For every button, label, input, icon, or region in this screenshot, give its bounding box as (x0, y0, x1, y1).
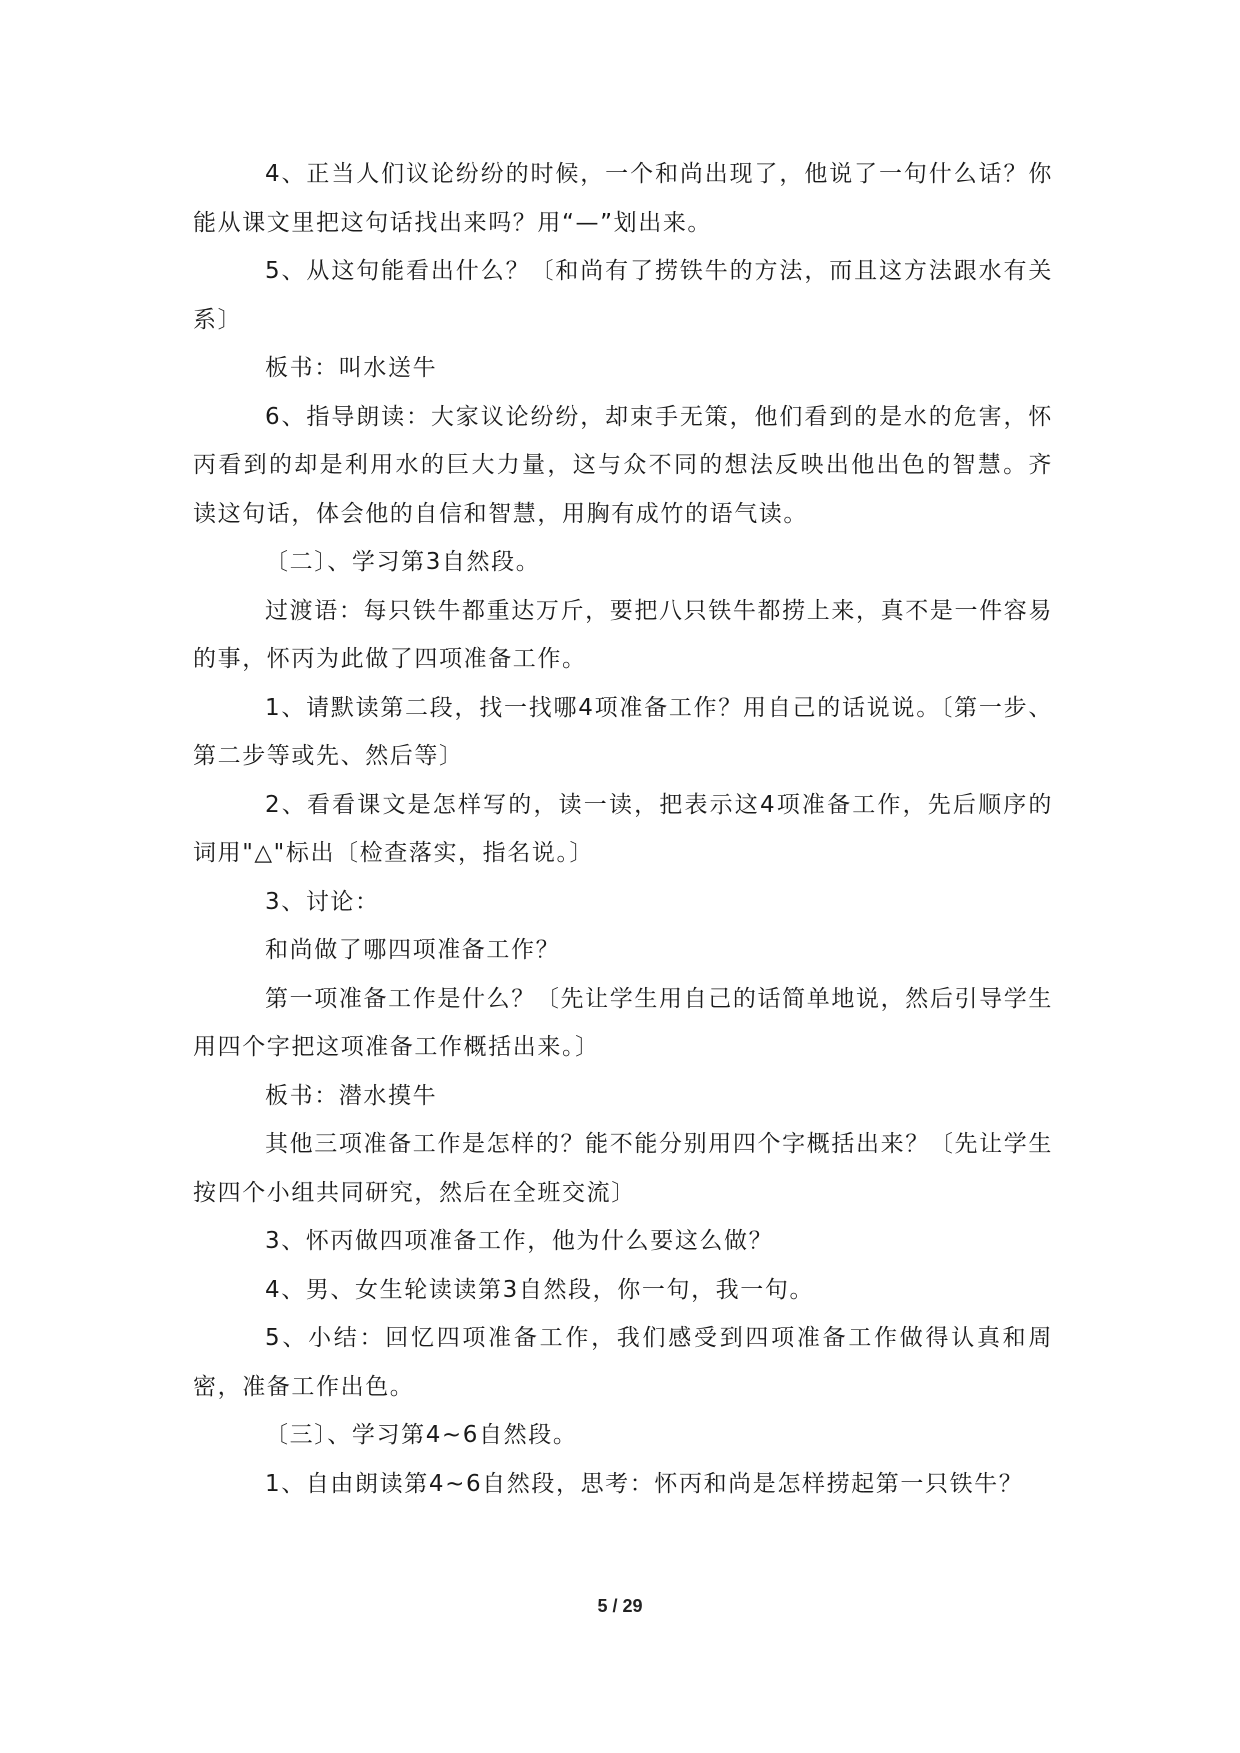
paragraph-15: 4、男、女生轮读读第3自然段，你一句，我一句。 (265, 1276, 815, 1303)
paragraph-5: 〔二〕、学习第3自然段。 (265, 549, 541, 575)
paragraph-7: 1、请默读第二段，找一找哪4项准备工作？用自己的话说说。〔第一步、第二步等或先、然后等〕 (193, 694, 1053, 769)
paragraph-18: 1、自由朗读第4~6自然段，思考：怀丙和尚是怎样捞起第一只铁牛？ (265, 1470, 1024, 1497)
document-body (193, 150, 1053, 1508)
paragraph-8: 2、看看课文是怎样写的，读一读，把表示这4项准备工作，先后顺序的词用"△"标出〔检查落实，指名说。〕 (193, 791, 1053, 866)
paragraph-17: 〔三〕、学习第4~6自然段。 (265, 1422, 578, 1448)
paragraph-12: 板书：潜水摸牛 (265, 1082, 438, 1109)
paragraph-1: 4、正当人们议论纷纷的时候，一个和尚出现了，他说了一句什么话？你能从课文里把这句话找出来吗？用“—”划出来。 (193, 161, 1053, 236)
paragraph-10: 和尚做了哪四项准备工作？ (265, 937, 561, 963)
paragraph-11: 第一项准备工作是什么？〔先让学生用自己的话简单地说，然后引导学生用四个字把这项准备工作概括出来。〕 (193, 985, 1053, 1060)
paragraph-16: 5、小结：回忆四项准备工作，我们感受到四项准备工作做得认真和周密，准备工作出色。 (193, 1325, 1053, 1400)
paragraph-2: 5、从这句能看出什么？〔和尚有了捞铁牛的方法，而且这方法跟水有关系〕 (193, 258, 1053, 333)
page-number: 5 / 29 (597, 1596, 643, 1616)
paragraph-9: 3、讨论： (265, 888, 380, 915)
paragraph-6: 过渡语：每只铁牛都重达万斤，要把八只铁牛都捞上来，真不是一件容易的事，怀丙为此做了四项准备工作。 (193, 597, 1053, 672)
paragraph-3: 板书：叫水送牛 (265, 355, 438, 381)
paragraph-4: 6、指导朗读：大家议论纷纷，却束手无策，他们看到的是水的危害，怀丙看到的却是利用水的巨大力量，这与众不同的想法反映出他出色的智慧。齐读这句话，体会他的自信和智慧，用胸有成竹的语气读。 (193, 403, 1053, 527)
paragraph-14: 3、怀丙做四项准备工作，他为什么要这么做？ (265, 1228, 774, 1254)
paragraph-13: 其他三项准备工作是怎样的？能不能分别用四个字概括出来？〔先让学生按四个小组共同研究，然后在全班交流〕 (193, 1131, 1053, 1206)
